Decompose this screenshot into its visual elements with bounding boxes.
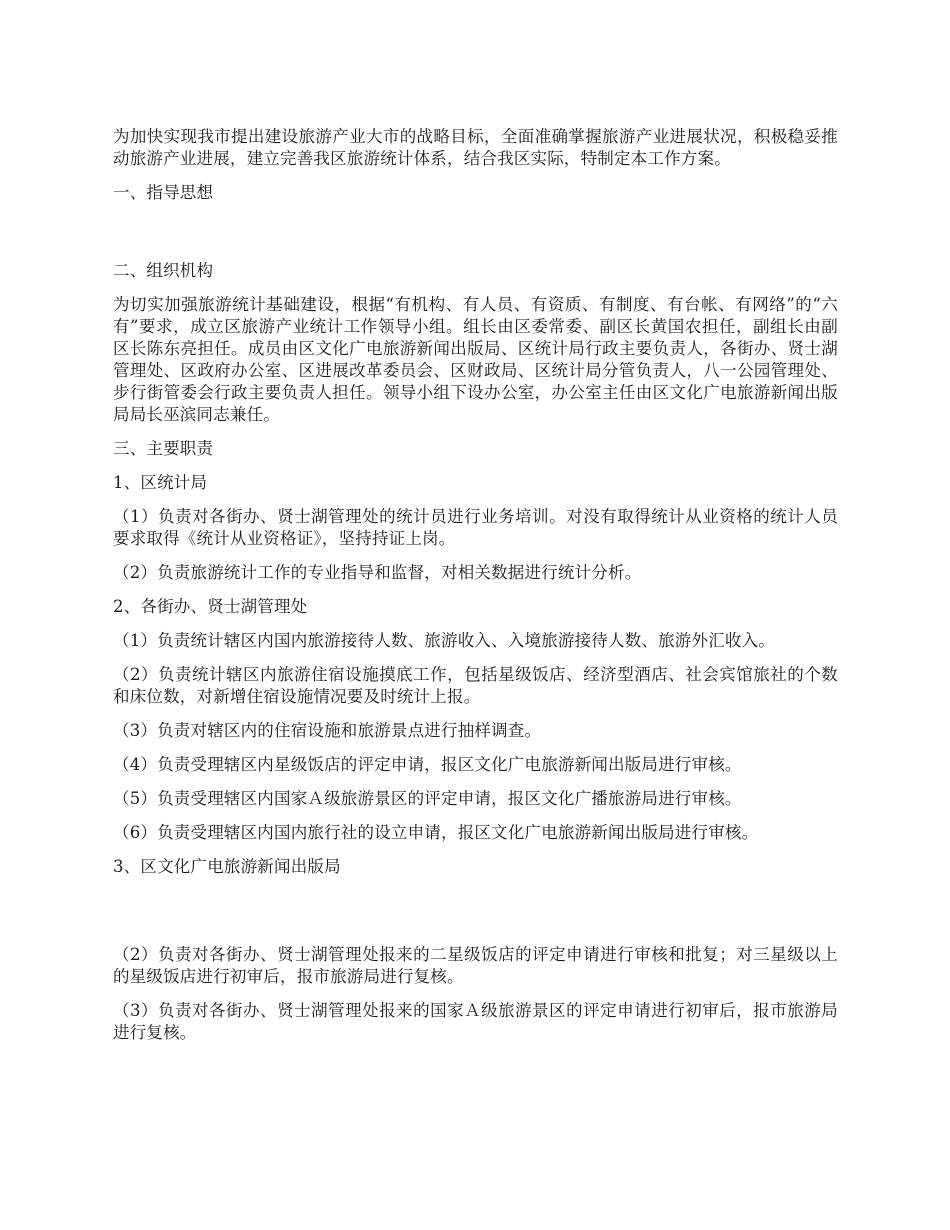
list-item: （3）负责对辖区内的住宿设施和旅游景点进行抽样调查。 xyxy=(113,721,542,740)
list-item: （3）负责对各街办、贤士湖管理处报来的国家Ａ级旅游景区的评定申请进行初审后，报市旅游局进行复核。 xyxy=(113,1001,838,1042)
section-heading-guiding-ideology: 一、指导思想 xyxy=(113,183,214,202)
section-heading-organization: 二、组织机构 xyxy=(113,261,214,280)
document-page xyxy=(113,126,838,1056)
subsection-heading-statistics-bureau: 1、区统计局 xyxy=(113,473,208,492)
list-item: （2）负责对各街办、贤士湖管理处报来的二星级饭店的评定申请进行审核和批复；对三星级以上的星级饭店进行初审后，报市旅游局进行复核。 xyxy=(113,945,838,986)
list-item: （6）负责受理辖区内国内旅行社的设立申请，报区文化广电旅游新闻出版局进行审核。 xyxy=(113,823,759,842)
organization-paragraph: 为切实加强旅游统计基础建设，根据“有机构、有人员、有资质、有制度、有台帐、有网络”的“六有”要求，成立区旅游产业统计工作领导小组。组长由区委常委、副区长黄国农担任，副组长由副区长陈东亮担任。成员由区文化广电旅游新闻出版局、区统计局行政主要负责人，各街办、贤士湖管理处、区政府办公室、区进展改革委员会、区财政局、区统计局分管负责人，八一公园管理处、步行街管委会行政主要负责人担任。领导小组下设办公室，办公室主任由区文化广电旅游新闻出版局局长巫滨同志兼任。 xyxy=(113,295,838,424)
list-item: （2）负责统计辖区内旅游住宿设施摸底工作，包括星级饭店、经济型酒店、社会宾馆旅社的个数和床位数，对新增住宿设施情况要及时统计上报。 xyxy=(113,665,838,706)
list-item: （4）负责受理辖区内星级饭店的评定申请，报区文化广电旅游新闻出版局进行审核。 xyxy=(113,755,742,774)
subsection-heading-street-offices: 2、各街办、贤士湖管理处 xyxy=(113,597,308,616)
list-item: （1）负责统计辖区内国内旅游接待人数、旅游收入、入境旅游接待人数、旅游外汇收入。 xyxy=(113,631,775,650)
list-item: （5）负责受理辖区内国家Ａ级旅游景区的评定申请，报区文化广播旅游局进行审核。 xyxy=(113,789,742,808)
section-heading-main-duties: 三、主要职责 xyxy=(113,439,214,458)
list-item: （2）负责旅游统计工作的专业指导和监督，对相关数据进行统计分析。 xyxy=(113,563,642,582)
subsection-heading-culture-tourism-bureau: 3、区文化广电旅游新闻出版局 xyxy=(113,857,341,876)
intro-paragraph: 为加快实现我市提出建设旅游产业大市的战略目标，全面准确掌握旅游产业进展状况，积极稳妥推动旅游产业进展，建立完善我区旅游统计体系，结合我区实际，特制定本工作方案。 xyxy=(113,127,838,168)
list-item: （1）负责对各街办、贤士湖管理处的统计员进行业务培训。对没有取得统计从业资格的统计人员要求取得《统计从业资格证》，坚持持证上岗。 xyxy=(113,507,838,548)
